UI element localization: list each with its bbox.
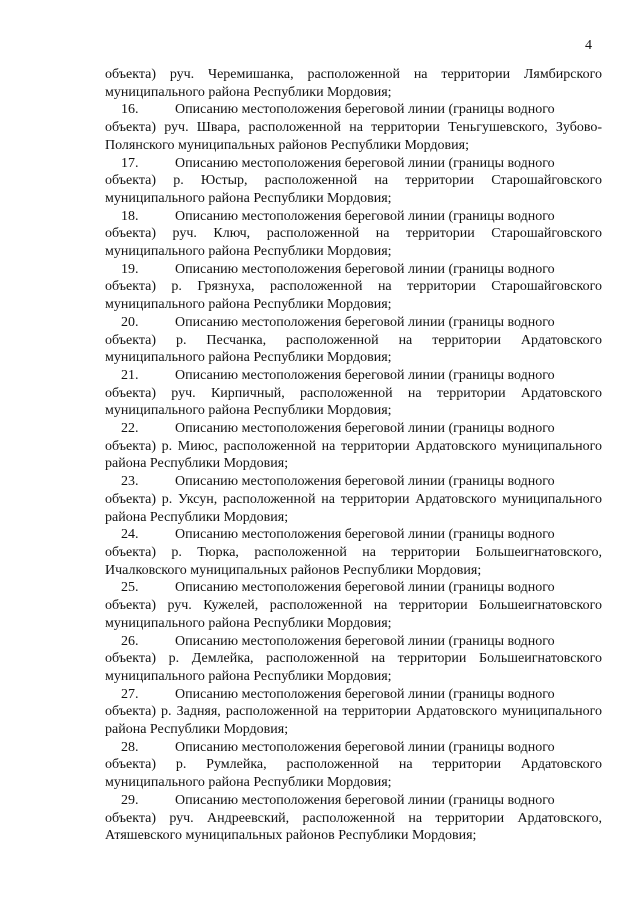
list-item-first-line — [105, 367, 602, 385]
list-item — [105, 155, 602, 208]
list-item-number: 24. — [121, 527, 139, 543]
list-item-first-line — [105, 208, 602, 226]
list-item-number: 22. — [121, 421, 139, 437]
list-item-text: объекта) р. Миюс, расположенной на территории Ардатовского муниципального района Республики Мордовия; — [105, 438, 602, 472]
list-item — [105, 739, 602, 792]
list-item-text: объекта) р. Румлейка, расположенной на территории Ардатовского муниципального района Республики Мордовия; — [105, 757, 602, 791]
list-item-first-line — [105, 420, 602, 438]
list-item-text: объекта) руч. Кирпичный, расположенной на территории Ардатовского муниципального района Республики Мордовия; — [105, 385, 602, 419]
list-item-number: 23. — [121, 474, 139, 490]
list-item-lead-text: Описанию местоположения береговой линии (границы водного — [175, 208, 555, 224]
list-item-lead-text: Описанию местоположения береговой линии (границы водного — [175, 527, 555, 543]
list-item-first-line — [105, 261, 602, 279]
list-item-lead-text: Описанию местоположения береговой линии (границы водного — [175, 261, 555, 277]
list-item-number: 16. — [121, 102, 139, 118]
list-item — [105, 633, 602, 686]
list-item-first-line — [105, 579, 602, 597]
list-item — [105, 101, 602, 154]
list-item-lead-text: Описанию местоположения береговой линии (границы водного — [175, 580, 555, 596]
list-item-text: объекта) р. Демлейка, расположенной на территории Большеигнатовского муниципального района Республики Мордовия; — [105, 651, 602, 684]
list-item-text: объекта) р. Песчанка, расположенной на территории Ардатовского муниципального района Республики Мордовия; — [105, 332, 602, 366]
continuation-paragraph: объекта) руч. Черемишанка, расположенной на территории Лямбирского муниципального района Республики Мордовия; — [105, 67, 602, 100]
list-item-first-line — [105, 526, 602, 544]
list-item-number: 26. — [121, 633, 139, 649]
list-item-lead-text: Описанию местоположения береговой линии (границы водного — [175, 633, 555, 649]
list-item-lead-text: Описанию местоположения береговой линии (границы водного — [175, 102, 555, 118]
list-item-text: объекта) р. Задняя, расположенной на территории Ардатовского муниципального района Республики Мордовия; — [105, 704, 602, 738]
list-item-first-line — [105, 633, 602, 651]
list-item-first-line — [105, 314, 602, 332]
list-item-lead-text: Описанию местоположения береговой линии (границы водного — [175, 155, 555, 171]
list-item-text: объекта) р. Уксун, расположенной на территории Ардатовского муниципального района Республики Мордовия; — [105, 491, 602, 525]
list-item-text: объекта) руч. Ключ, расположенной на территории Старошайговского муниципального района Республики Мордовия; — [105, 226, 602, 260]
list-item-first-line — [105, 686, 602, 704]
list-item-first-line — [105, 101, 602, 119]
list-item-number: 19. — [121, 261, 139, 277]
list-item-lead-text: Описанию местоположения береговой линии (границы водного — [175, 792, 555, 808]
list-item-lead-text: Описанию местоположения береговой линии (границы водного — [175, 686, 555, 702]
list-item-number: 27. — [121, 686, 139, 702]
list-item-lead-text: Описанию местоположения береговой линии (границы водного — [175, 739, 555, 755]
list-item — [105, 473, 602, 526]
list-item-number: 17. — [121, 155, 139, 171]
list-item — [105, 686, 602, 739]
page-number: 4 — [585, 38, 592, 53]
list-item-first-line — [105, 792, 602, 810]
list-item-number: 29. — [121, 792, 139, 808]
list-item — [105, 367, 602, 420]
list-item-lead-text: Описанию местоположения береговой линии (границы водного — [175, 314, 555, 330]
list-item-first-line — [105, 473, 602, 491]
item-list — [105, 101, 602, 845]
list-item-text: объекта) руч. Андреевский, расположенной на территории Ардатовского, Атяшевского муниципальных районов Республики Мордовия; — [105, 810, 602, 844]
list-item — [105, 208, 602, 261]
list-item-text: объекта) р. Тюрка, расположенной на территории Большеигнатовского, Ичалковского муниципальных районов Республики Мордовия; — [105, 544, 602, 578]
list-item-first-line — [105, 739, 602, 757]
list-item — [105, 314, 602, 367]
list-item-number: 21. — [121, 367, 139, 383]
list-item-text: объекта) руч. Швара, расположенной на территории Теньгушевского, Зубово-Полянского муниципальных районов Республики Мордовия; — [105, 120, 602, 153]
list-item-text: объекта) руч. Кужелей, расположенной на территории Большеигнатовского муниципального района Республики Мордовия; — [105, 598, 602, 631]
list-item-first-line — [105, 155, 602, 173]
list-item-number: 18. — [121, 208, 139, 224]
list-item — [105, 420, 602, 473]
list-item-lead-text: Описанию местоположения береговой линии (границы водного — [175, 421, 555, 437]
list-item-text: объекта) р. Грязнуха, расположенной на территории Старошайговского муниципального района Республики Мордовия; — [105, 279, 602, 313]
list-item-lead-text: Описанию местоположения береговой линии (границы водного — [175, 474, 555, 490]
list-item-number: 25. — [121, 580, 139, 596]
list-item-text: объекта) р. Юстыр, расположенной на территории Старошайговского муниципального района Республики Мордовия; — [105, 173, 602, 206]
list-item — [105, 261, 602, 314]
list-item-number: 28. — [121, 739, 139, 755]
list-item-lead-text: Описанию местоположения береговой линии (границы водного — [175, 367, 555, 383]
list-item — [105, 579, 602, 632]
document-body — [105, 66, 602, 845]
list-item-number: 20. — [121, 314, 139, 330]
list-item — [105, 792, 602, 845]
list-item — [105, 526, 602, 579]
